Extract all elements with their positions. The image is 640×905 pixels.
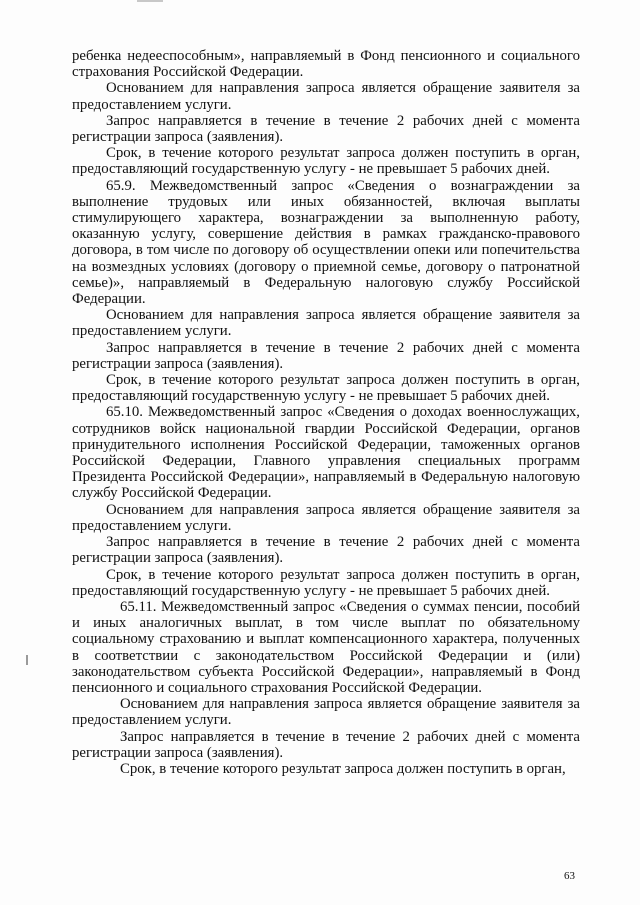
paragraph-clause-65-10: 65.10. Межведомственный запрос «Сведения о доходах военнослужащих, сотрудников войск национальной гвардии Российской Федерации, органов принудительного исполнения Российской Федерации, таможенных органов Российской Федерации, Главного управления специальных программ Президента Российской Федерации», направляемый в Федеральную налоговую службу Российской Федерации. bbox=[72, 404, 580, 502]
page-number: 63 bbox=[564, 870, 575, 882]
paragraph-result-deadline: Срок, в течение которого результат запроса должен поступить в орган, предоставляющий государственную услугу - не превышает 5 рабочих дней. bbox=[72, 145, 580, 178]
paragraph-basis: Основанием для направления запроса является обращение заявителя за предоставлением услуги. bbox=[72, 696, 580, 729]
paragraph-request-timing: Запрос направляется в течение в течение 2 рабочих дней с момента регистрации запроса (заявления). bbox=[72, 112, 580, 146]
paragraph-result-deadline: Срок, в течение которого результат запроса должен поступить в орган, предоставляющий государственную услугу - не превышает 5 рабочих дней. bbox=[72, 372, 580, 405]
paragraph-clause-65-9: 65.9. Межведомственный запрос «Сведения о вознаграждении за выполнение трудовых или иных обязанностей, включая выплаты стимулирующего характера, вознаграждении за выполненную работу, оказанную услугу, совершение действия в рамках гражданско-правового договора, в том числе по договору об осуществлении опеки или попечительства на возмездных условиях (договору о приемной семье, договору о патронатной семье)», направляемый в Федеральную налоговую службу Российской Федерации. bbox=[72, 177, 580, 308]
paragraph-basis: Основанием для направления запроса является обращение заявителя за предоставлением услуги. bbox=[72, 501, 580, 534]
scan-edge-mark bbox=[137, 0, 163, 2]
paragraph-basis: Основанием для направления запроса является обращение заявителя за предоставлением услуги. bbox=[72, 307, 580, 340]
paragraph-continuation: ребенка недееспособным», направляемый в Фонд пенсионного и социального страхования Российской Федерации. bbox=[72, 48, 580, 81]
scan-margin-mark bbox=[26, 655, 28, 665]
paragraph-result-deadline: Срок, в течение которого результат запроса должен поступить в орган, предоставляющий государственную услугу - не превышает 5 рабочих дней. bbox=[72, 566, 580, 599]
paragraph-request-timing: Запрос направляется в течение в течение 2 рабочих дней с момента регистрации запроса (заявления). bbox=[72, 339, 580, 372]
paragraph-clause-65-11: 65.11. Межведомственный запрос «Сведения о суммах пенсии, пособий и иных аналогичных выплат, в том числе выплат по обязательному социальному страхованию и выплат компенсационного характера, полученных в соответствии с законодательством Российской Федерации и (или) законодательством субъекта Российской Федерации», направляемый в Фонд пенсионного и социального страхования Российской Федерации. bbox=[72, 598, 580, 696]
paragraph-request-timing: Запрос направляется в течение в течение 2 рабочих дней с момента регистрации запроса (заявления). bbox=[72, 534, 580, 567]
document-body bbox=[72, 48, 580, 777]
paragraph-result-deadline: Срок, в течение которого результат запроса должен поступить в орган, bbox=[120, 760, 566, 777]
paragraph-request-timing: Запрос направляется в течение в течение 2 рабочих дней с момента регистрации запроса (заявления). bbox=[72, 728, 580, 761]
paragraph-basis: Основанием для направления запроса является обращение заявителя за предоставлением услуги. bbox=[72, 80, 580, 113]
